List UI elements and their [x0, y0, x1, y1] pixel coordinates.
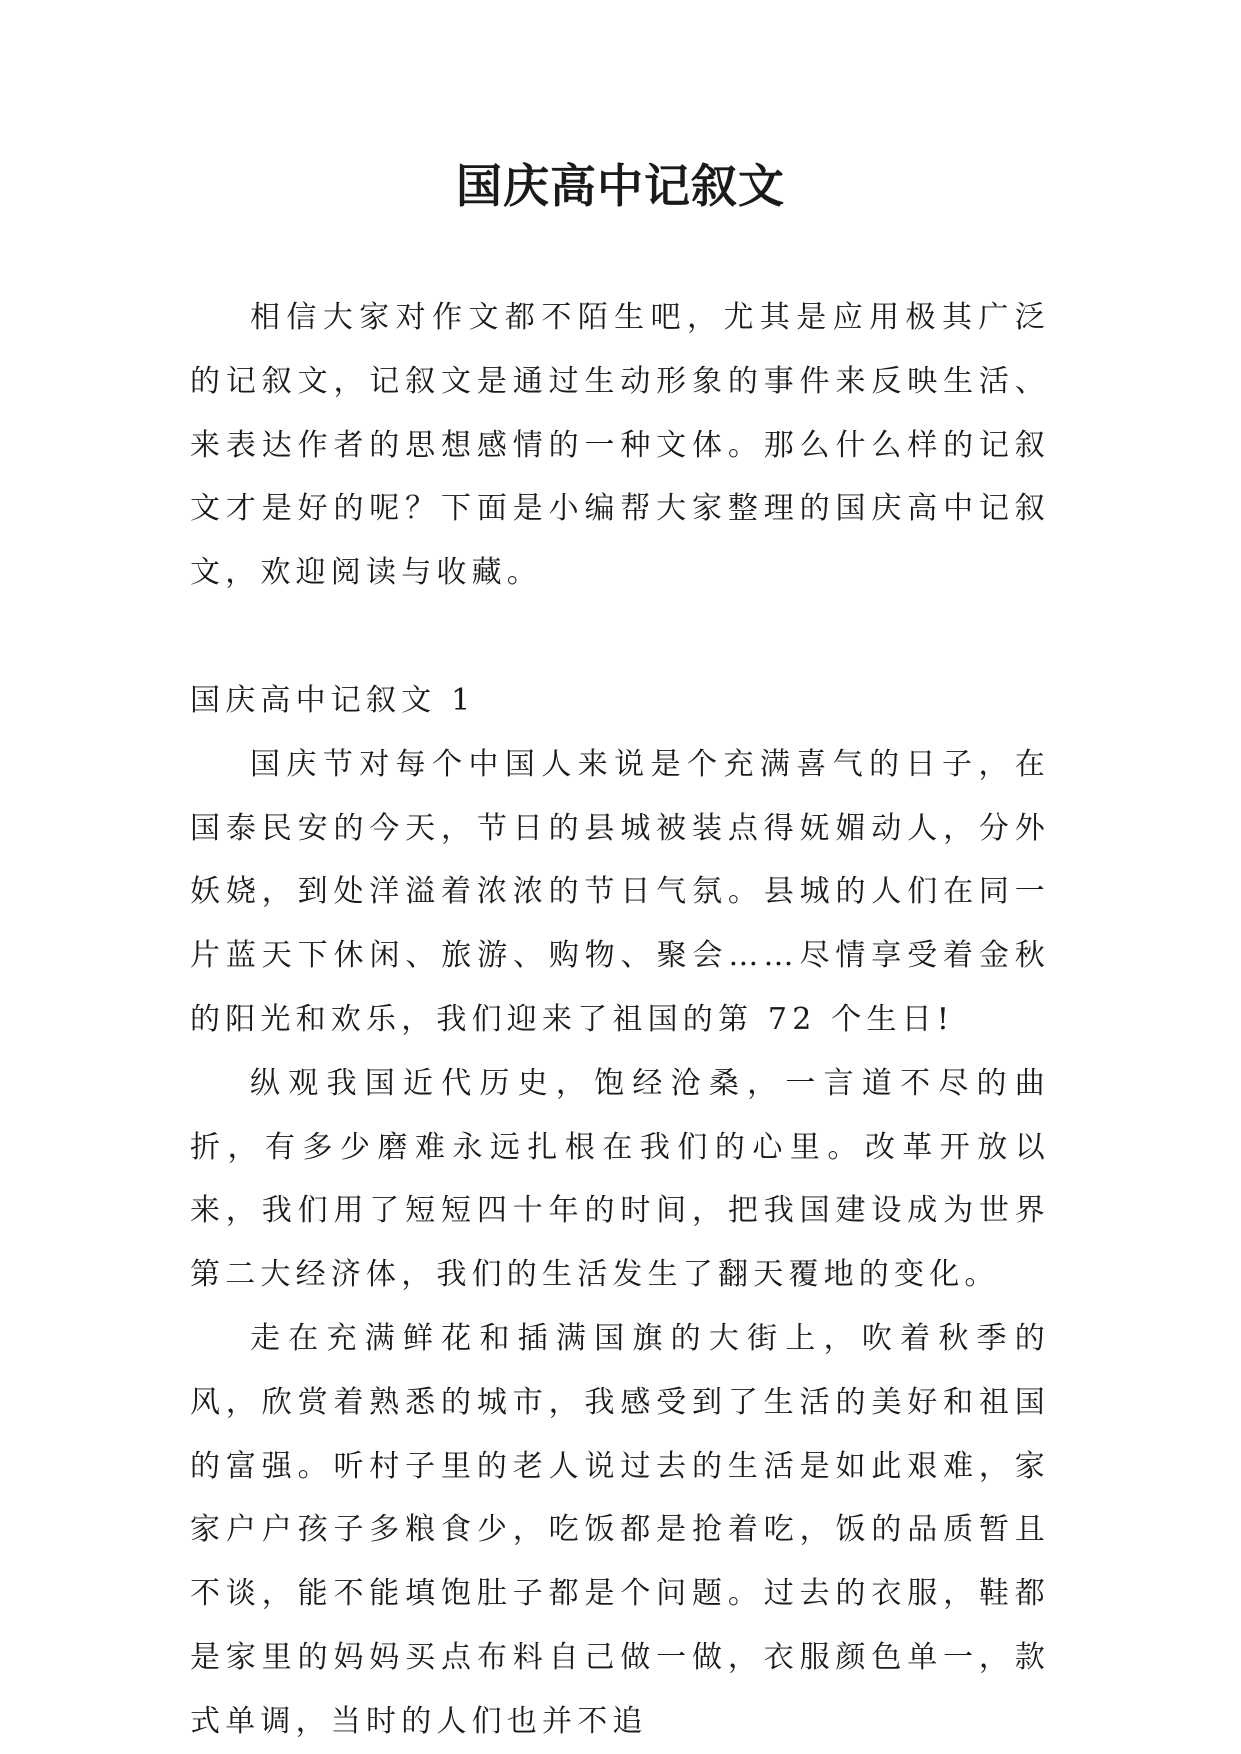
paragraph-spacer	[190, 605, 1050, 669]
intro-paragraph: 相信大家对作文都不陌生吧，尤其是应用极其广泛的记叙文，记叙文是通过生动形象的事件来反映生活、来表达作者的思想感情的一种文体。那么什么样的记叙文才是好的呢？下面是小编帮大家整理的国庆高中记叙文，欢迎阅读与收藏。	[190, 300, 1050, 591]
section-heading: 国庆高中记叙文 1	[190, 682, 476, 718]
document-body	[190, 286, 1050, 1754]
body-paragraph: 国庆节对每个中国人来说是个充满喜气的日子，在国泰民安的今天，节日的县城被装点得妩媚动人，分外妖娆，到处洋溢着浓浓的节日气氛。县城的人们在同一片蓝天下休闲、旅游、购物、聚会……尽情享受着金秋的阳光和欢乐，我们迎来了祖国的第 72 个生日!	[190, 746, 1050, 1037]
body-paragraph: 走在充满鲜花和插满国旗的大街上，吹着秋季的风，欣赏着熟悉的城市，我感受到了生活的美好和祖国的富强。听村子里的老人说过去的生活是如此艰难，家家户户孩子多粮食少，吃饭都是抢着吃，饭的品质暂且不谈，能不能填饱肚子都是个问题。过去的衣服，鞋都是家里的妈妈买点布料自己做一做，衣服颜色单一，款式单调，当时的人们也并不追	[190, 1320, 1050, 1739]
body-paragraph: 纵观我国近代历史，饱经沧桑，一言道不尽的曲折，有多少磨难永远扎根在我们的心里。改革开放以来，我们用了短短四十年的时间，把我国建设成为世界第二大经济体，我们的生活发生了翻天覆地的变化。	[190, 1065, 1050, 1293]
document-title: 国庆高中记叙文	[456, 159, 785, 213]
